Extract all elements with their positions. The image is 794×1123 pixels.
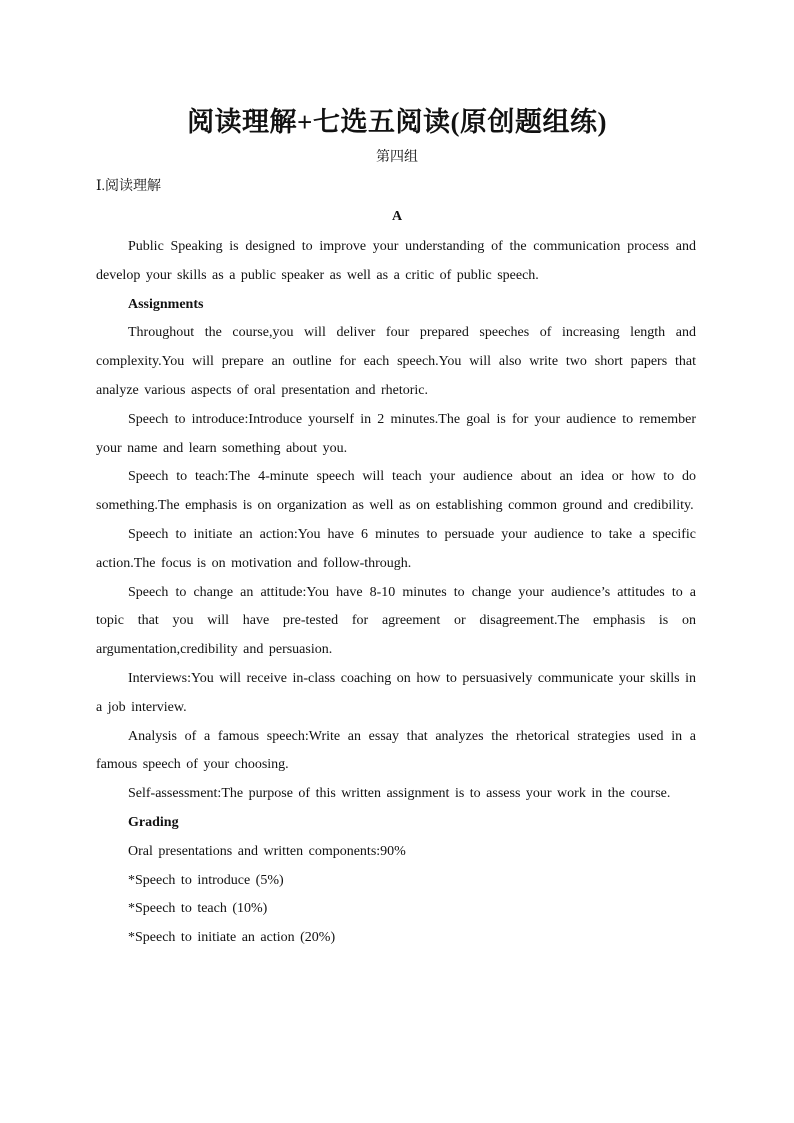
paragraph-analysis: Analysis of a famous speech:Write an essay that analyzes the rhetorical strategies used in a famous speech of your choosing. bbox=[96, 728, 696, 773]
passage-letter: A bbox=[391, 209, 403, 224]
grading-item-introduce: *Speech to introduce (5%) bbox=[128, 872, 284, 888]
document-title: 阅读理解+七选五阅读(原创题组练) bbox=[187, 107, 607, 137]
paragraph-speech-attitude: Speech to change an attitude:You have 8-10 minutes to change your audience’s attitudes to a topic that you will have pre-tested for agreement or disagreement.The emphasis is on argumentation,credibility and persuasion. bbox=[96, 584, 696, 658]
paragraph-speech-teach: Speech to teach:The 4-minute speech will teach your audience about an idea or how to do something.The emphasis is on organization as well as on establishing common ground and credibility. bbox=[96, 469, 696, 514]
paragraph-interviews: Interviews:You will receive in-class coaching on how to persuasively communicate your skills in a job interview. bbox=[96, 670, 696, 715]
paragraph-self-assessment: Self-assessment:The purpose of this written assignment is to assess your work in the course. bbox=[128, 786, 671, 802]
grading-item-teach: *Speech to teach (10%) bbox=[128, 901, 268, 917]
paragraph-assignments: Throughout the course,you will deliver four prepared speeches of increasing length and complexity.You will prepare an outline for each speech.You will also write two short papers that analyze various aspects of oral presentation and rhetoric. bbox=[96, 325, 696, 398]
heading-assignments: Assignments bbox=[128, 296, 204, 312]
heading-grading: Grading bbox=[128, 814, 179, 830]
section-label: Ⅰ.阅读理解 bbox=[96, 179, 162, 194]
grading-item-action: *Speech to initiate an action (20%) bbox=[128, 930, 336, 946]
paragraph-intro: Public Speaking is designed to improve your understanding of the communication process and develop your skills as a public speaker as well as a critic of public speech. bbox=[96, 239, 696, 283]
paragraph-speech-action: Speech to initiate an action:You have 6 minutes to persuade your audience to take a specific action.The focus is on motivation and follow-through. bbox=[96, 526, 696, 571]
grading-oral-written: Oral presentations and written components:90% bbox=[128, 843, 406, 859]
passage-body bbox=[96, 233, 696, 953]
document-subtitle: 第四组 bbox=[376, 150, 418, 165]
paragraph-speech-introduce: Speech to introduce:Introduce yourself in 2 minutes.The goal is for your audience to remember your name and learn something about you. bbox=[96, 411, 696, 456]
